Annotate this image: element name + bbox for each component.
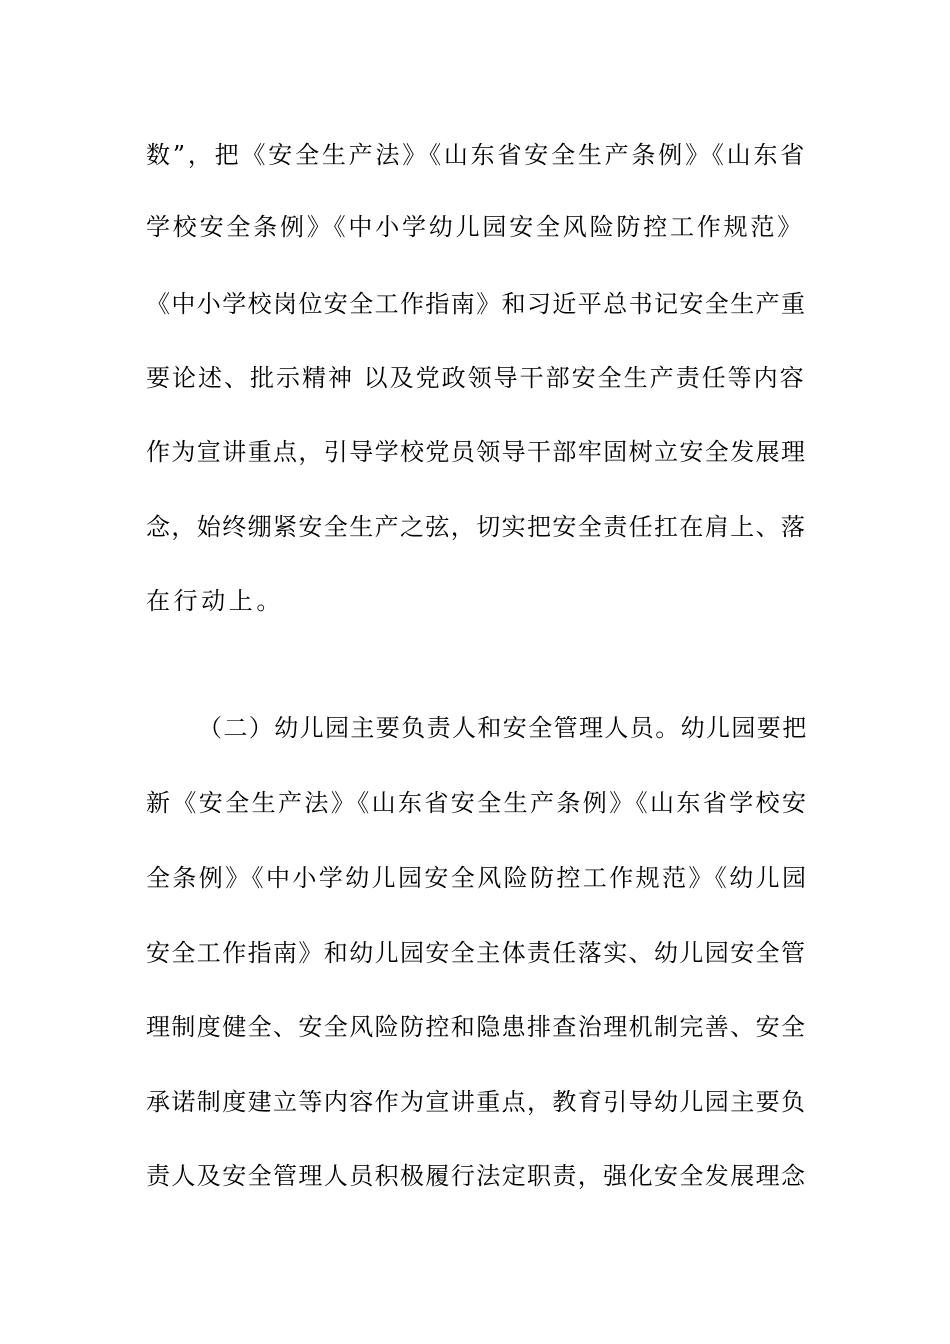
text-line: 学校安全条例》《中小学幼儿园安全风险防控工作规范》 — [146, 213, 804, 241]
text-line: 作为宣讲重点，引导学校党员领导干部牢固树立安全发展理 — [146, 438, 807, 466]
text-line: 安全工作指南》和幼儿园安全主体责任落实、幼儿园安全管 — [146, 939, 807, 967]
text-line: 新《安全生产法》《山东省安全生产条例》《山东省学校安 — [146, 789, 809, 817]
text-line: 理制度健全、安全风险防控和隐患排查治理机制完善、安全 — [146, 1013, 807, 1041]
text-line: 在行动上。 — [146, 587, 284, 615]
text-line: 责人及安全管理人员积极履行法定职责，强化安全发展理念 — [146, 1162, 807, 1190]
text-line: 要论述、批示精神 以及党政领导干部安全生产责任等内容 — [146, 364, 806, 392]
text-line: （二）幼儿园主要负责人和安全管理人员。幼儿园要把 — [198, 714, 808, 742]
text-line: 《中小学校岗位安全工作指南》和习近平总书记安全生产重 — [146, 290, 807, 318]
text-line: 念，始终绷紧安全生产之弦，切实把安全责任扛在肩上、落 — [146, 513, 807, 541]
text-line: 全条例》《中小学幼儿园安全风险防控工作规范》《幼儿园 — [146, 864, 809, 892]
text-line: 承诺制度建立等内容作为宣讲重点，教育引导幼儿园主要负 — [146, 1088, 807, 1116]
text-line: 数”，把《安全生产法》《山东省安全生产条例》《山东省 — [146, 141, 808, 169]
